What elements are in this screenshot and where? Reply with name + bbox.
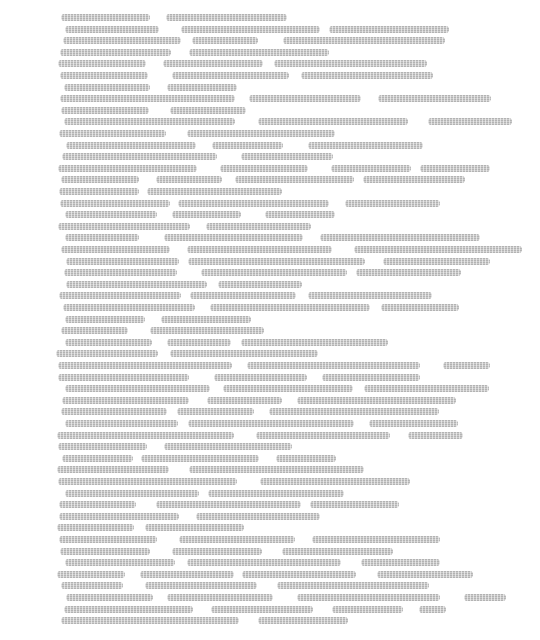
word-run [59, 292, 181, 299]
text-line [0, 490, 540, 497]
text-line [0, 362, 540, 369]
word-run [282, 548, 394, 555]
word-run [59, 130, 166, 137]
word-run [308, 142, 423, 149]
word-run [220, 165, 308, 172]
text-line [0, 594, 540, 601]
word-run [207, 397, 282, 404]
word-run [63, 304, 195, 311]
text-line [0, 443, 540, 450]
word-run [58, 223, 190, 230]
text-line [0, 432, 540, 439]
word-run [192, 37, 258, 44]
word-run [64, 606, 193, 613]
word-run [214, 374, 307, 381]
word-run [258, 118, 408, 125]
word-run [428, 118, 512, 125]
text-line [0, 466, 540, 473]
word-run [172, 211, 241, 218]
text-line [0, 292, 540, 299]
word-run [167, 84, 238, 91]
text-line [0, 14, 540, 21]
word-run [181, 26, 320, 33]
text-line [0, 269, 540, 276]
word-run [59, 536, 156, 543]
text-line [0, 455, 540, 462]
word-run [60, 72, 149, 79]
word-run [265, 211, 335, 218]
text-line [0, 327, 540, 334]
word-run [242, 571, 356, 578]
word-run [60, 548, 150, 555]
text-line [0, 281, 540, 288]
word-run [369, 420, 459, 427]
word-run [178, 200, 329, 207]
word-run [161, 316, 251, 323]
word-run [320, 234, 480, 241]
word-run [420, 165, 490, 172]
word-run [61, 107, 149, 114]
word-run [345, 200, 441, 207]
word-run [156, 176, 222, 183]
text-line [0, 246, 540, 253]
text-line [0, 501, 540, 508]
text-line [0, 339, 540, 346]
word-run [258, 617, 348, 624]
word-run [60, 95, 235, 102]
text-line [0, 350, 540, 357]
word-run [65, 234, 139, 241]
text-line [0, 478, 540, 485]
text-line [0, 176, 540, 183]
word-run [62, 455, 133, 462]
text-line [0, 571, 540, 578]
word-run [61, 408, 167, 415]
word-run [59, 188, 139, 195]
word-run [276, 455, 336, 462]
text-line [0, 513, 540, 520]
word-run [58, 60, 146, 67]
word-run [64, 269, 177, 276]
text-line [0, 397, 540, 404]
text-line [0, 211, 540, 218]
word-run [283, 37, 445, 44]
text-line [0, 548, 540, 555]
word-run [187, 246, 331, 253]
word-run [145, 582, 256, 589]
word-run [62, 397, 189, 404]
word-run [57, 524, 134, 531]
text-line [0, 49, 540, 56]
word-run [256, 432, 390, 439]
word-run [58, 165, 197, 172]
word-run [170, 350, 318, 357]
word-run [62, 153, 217, 160]
word-run [297, 594, 440, 601]
word-run [156, 501, 301, 508]
word-run [65, 385, 210, 392]
word-run [364, 385, 489, 392]
word-run [196, 513, 319, 520]
word-run [164, 443, 292, 450]
word-run [218, 281, 302, 288]
text-line [0, 374, 540, 381]
word-run [172, 548, 263, 555]
word-run [190, 292, 297, 299]
word-run [65, 420, 178, 427]
word-run [163, 60, 263, 67]
word-run [189, 466, 364, 473]
word-run [419, 606, 446, 613]
word-run [66, 258, 179, 265]
word-run [241, 339, 388, 346]
text-line [0, 118, 540, 125]
word-run [378, 95, 491, 102]
word-run [65, 339, 152, 346]
text-line [0, 142, 540, 149]
word-run [177, 408, 254, 415]
word-run [381, 304, 459, 311]
text-line [0, 107, 540, 114]
word-run [274, 60, 427, 67]
word-run [297, 397, 456, 404]
text-line [0, 420, 540, 427]
word-run [188, 420, 355, 427]
word-run [210, 304, 370, 311]
word-run [61, 582, 123, 589]
word-run [65, 316, 145, 323]
word-run [322, 374, 421, 381]
word-run [140, 571, 234, 578]
word-run [145, 524, 244, 531]
word-run [164, 234, 303, 241]
word-run [167, 594, 273, 601]
word-run [241, 153, 333, 160]
word-run [269, 408, 440, 415]
word-run [166, 14, 287, 21]
word-run [206, 223, 311, 230]
word-run [60, 200, 170, 207]
text-line [0, 223, 540, 230]
word-run [61, 246, 171, 253]
word-run [58, 374, 189, 381]
word-run [247, 362, 421, 369]
word-run [249, 95, 362, 102]
word-run [150, 327, 265, 334]
word-run [312, 536, 440, 543]
text-line [0, 408, 540, 415]
word-run [408, 432, 464, 439]
text-line [0, 153, 540, 160]
word-run [235, 176, 354, 183]
word-run [260, 478, 410, 485]
word-run [66, 142, 196, 149]
text-line [0, 524, 540, 531]
word-run [208, 490, 344, 497]
text-line [0, 200, 540, 207]
word-run [65, 490, 199, 497]
text-line [0, 165, 540, 172]
word-run [377, 571, 473, 578]
word-run [179, 536, 294, 543]
word-run [64, 84, 151, 91]
text-line [0, 60, 540, 67]
word-run [66, 594, 153, 601]
word-run [57, 571, 125, 578]
text-line [0, 304, 540, 311]
word-run [443, 362, 490, 369]
word-run [187, 559, 341, 566]
word-run [147, 188, 282, 195]
word-run [383, 258, 491, 265]
text-line [0, 130, 540, 137]
word-run [308, 292, 433, 299]
word-run [58, 362, 232, 369]
word-run [301, 72, 433, 79]
text-line [0, 234, 540, 241]
text-line [0, 188, 540, 195]
text-line [0, 385, 540, 392]
word-run [61, 617, 238, 624]
word-run [170, 107, 246, 114]
word-run [65, 26, 159, 33]
text-line [0, 582, 540, 589]
text-line [0, 606, 540, 613]
word-run [223, 385, 353, 392]
text-line [0, 26, 540, 33]
word-run [172, 72, 288, 79]
word-run [332, 606, 403, 613]
word-run [65, 559, 175, 566]
word-run [59, 513, 179, 520]
word-run [212, 142, 283, 149]
word-run [61, 14, 150, 21]
word-run [65, 211, 157, 218]
word-run [310, 501, 399, 508]
text-line [0, 536, 540, 543]
text-line [0, 316, 540, 323]
word-run [464, 594, 506, 601]
word-run [331, 165, 411, 172]
word-run [361, 559, 440, 566]
word-run [329, 26, 449, 33]
word-run [61, 176, 138, 183]
text-line [0, 84, 540, 91]
word-run [66, 281, 207, 288]
word-run [187, 130, 335, 137]
word-run [57, 466, 169, 473]
text-line [0, 37, 540, 44]
word-run [201, 269, 348, 276]
word-run [56, 350, 157, 357]
word-run [363, 176, 466, 183]
word-run [58, 478, 237, 485]
word-run [356, 269, 460, 276]
text-line [0, 258, 540, 265]
text-line [0, 95, 540, 102]
text-line [0, 559, 540, 566]
word-run [60, 49, 170, 56]
word-run [188, 258, 365, 265]
word-run [141, 455, 259, 462]
word-run [61, 327, 128, 334]
word-run [58, 443, 147, 450]
word-run [211, 606, 312, 613]
word-run [277, 582, 429, 589]
word-run [63, 37, 181, 44]
word-run [59, 501, 136, 508]
text-line [0, 617, 540, 624]
word-run [354, 246, 522, 253]
text-line [0, 72, 540, 79]
word-run [189, 49, 330, 56]
word-run [57, 432, 234, 439]
word-run [64, 118, 235, 125]
word-run [167, 339, 231, 346]
